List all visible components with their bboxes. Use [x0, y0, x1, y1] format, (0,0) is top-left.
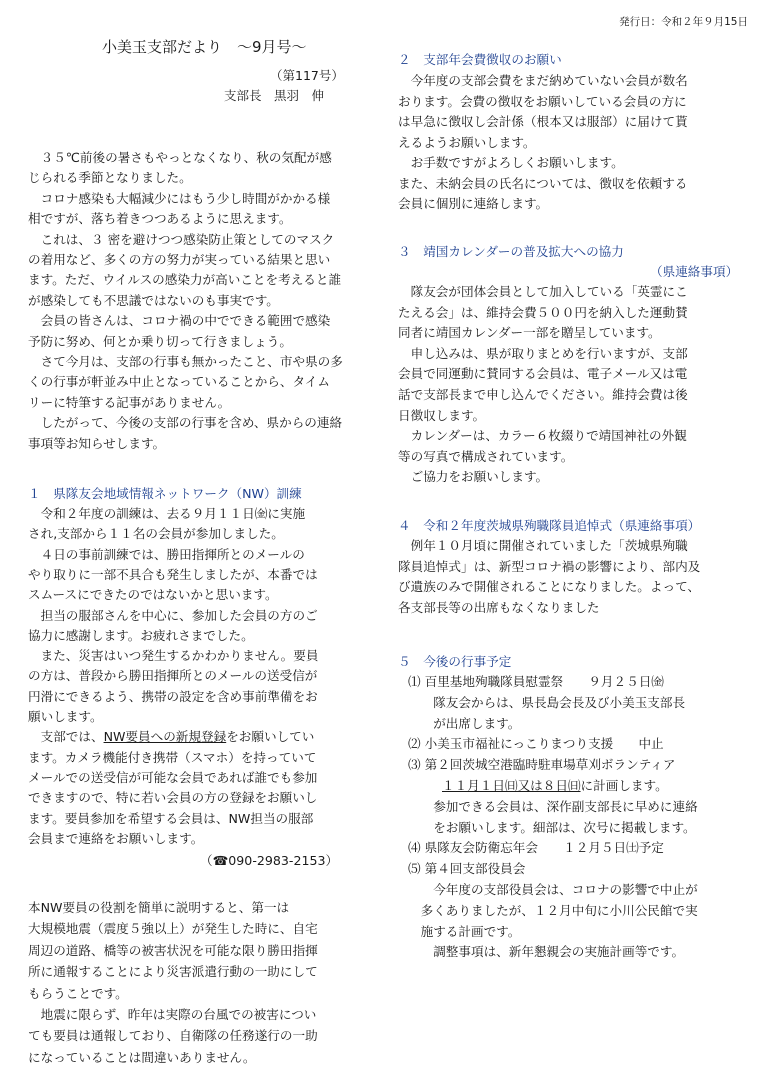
text-line: もらうことです。 — [28, 985, 128, 1001]
text-line: 隊友会が団体会員として加入している「英霊にこ — [398, 284, 688, 299]
text-line: び遺族のみで開催されることになりました。よって、 — [398, 579, 700, 595]
text-line: 地震に限らず、昨年は実際の台風での被害につい — [28, 1007, 317, 1022]
text-line: の着用など、多くの方の努力が実っている結果と思い — [28, 252, 331, 267]
text-line: リーに特筆する記事がありません。 — [28, 394, 231, 410]
issue-number: （第117号） — [270, 68, 344, 83]
text-line: また、未納会員の氏名については、徴収を依頼する — [398, 175, 688, 191]
text-line: ⑵ 小美玉市福祉にっこりまつり支援 中止 — [408, 736, 664, 752]
text-line: おります。会費の徴収をお願いしている会員の方に — [398, 93, 687, 109]
text-line: 今年度の支部役員会は、コロナの影響で中止が — [408, 882, 698, 897]
text-line: 等の写真で構成されています。 — [398, 448, 574, 464]
text-line: したがって、今後の支部の行事を含め、県からの連絡 — [28, 415, 343, 431]
text-line: ⑶ 第２回茨城空港臨時駐車場草刈ボランティア — [408, 757, 676, 773]
text-line: ます。ただ、ウイルスの感染力が高いことを考えると誰 — [28, 272, 342, 288]
text-line: 同者に靖国カレンダー一部を贈呈しています。 — [398, 325, 661, 341]
text-line: 願いします。 — [28, 709, 103, 724]
text-line: され,支部から１１名の会員が参加しました。 — [28, 526, 284, 542]
text-line: 相ですが、落ち着きつつあるように思えます。 — [28, 211, 292, 227]
text-line: できますので、特に若い会員の方の登録をお願いし — [28, 790, 318, 806]
phone-number: （☎090-2983-2153） — [200, 853, 339, 869]
text-line: くの行事が軒並み中止となっていることから、タイム — [28, 374, 330, 390]
text-line: の方は、普段から勝田指揮所とのメールの送受信が — [28, 668, 318, 684]
text-line: 例年１０月頃に開催されていました「茨城県殉職 — [398, 538, 688, 553]
underlined-date: １１月１日㈰又は８日㈰ — [442, 778, 581, 793]
section-5-heading: ５ 今後の行事予定 — [398, 654, 512, 669]
text-line: 話で支部長まで申し込んでください。維持会費は後 — [398, 387, 688, 402]
text-line: 日徴収します。 — [398, 407, 486, 423]
text-line: カレンダーは、カラー６枚綴りで靖国神社の外観 — [398, 428, 687, 444]
text-line: 予防に努め、何とか乗り切って行きましょう。 — [28, 333, 292, 349]
section-3-heading: ３ 靖国カレンダーの普及拡大への協力 — [398, 244, 624, 259]
section-2-heading: ２ 支部年会費徴収のお願い — [398, 52, 562, 67]
text-line: 担当の服部さんを中心に、参加した会員の方のご — [28, 607, 318, 623]
newsletter-title: 小美玉支部だより ～9月号～ — [102, 38, 307, 56]
text-line: ⑸ 第４回支部役員会 — [408, 861, 526, 877]
text-line: お手数ですがよろしくお願いします。 — [398, 155, 624, 170]
text-line: じられる季節となりました。 — [28, 170, 192, 186]
volunteer-date-line — [442, 776, 668, 796]
text-line: 多くありましたが、１２月中旬に小川公民館で実 — [408, 902, 698, 918]
text-line: コロナ感染も大幅減少にはもう少し時間がかかる様 — [28, 190, 331, 206]
text-line: をお願いします。細部は、次号に掲載します。 — [408, 819, 696, 835]
text-line: やり取りに一部不具合も発生しましたが、本番では — [28, 566, 318, 582]
text-line: ます。カメラ機能付き携帯（スマホ）を持っていて — [28, 749, 317, 765]
text-line: スムースにできたのではないかと思います。 — [28, 587, 278, 603]
section-1-heading: １ 県隊友会地域情報ネットワーク（NW）訓練 — [28, 486, 302, 501]
underlined-text: NW要員への新規登録 — [103, 729, 227, 745]
section-4-heading: ４ 令和２年度茨城県殉職隊員追悼式（県連絡事項） — [398, 518, 701, 533]
text-line: ます。要員参加を希望する会員は、NW担当の服部 — [28, 810, 314, 826]
text-line: 大規模地震（震度５強以上）が発生した時に、自宅 — [28, 921, 318, 937]
text-line: 会員の皆さんは、コロナ禍の中でできる範囲で感染 — [28, 313, 331, 329]
nw-registration-line — [28, 727, 314, 747]
text-line: になっていることは間違いありません。 — [28, 1049, 256, 1065]
text-line: 施する計画です。 — [408, 923, 521, 939]
text-line: 周辺の道路、橋等の被害状況を可能な限り勝田指揮 — [28, 942, 318, 958]
text-line: 本NW要員の役割を簡単に説明すると、第一は — [28, 900, 290, 915]
section-3-tag: （県連絡事項） — [650, 264, 739, 279]
text-line: ても要員は通報しており、自衛隊の任務遂行の一助 — [28, 1028, 318, 1044]
text-line: さて今月は、支部の行事も無かったこと、市や県の多 — [28, 354, 343, 369]
text-line: 会員で同運動に賛同する会員は、電子メール又は電 — [398, 366, 688, 382]
text-line: 円滑にできるよう、携帯の設定を含め事前準備をお — [28, 688, 318, 704]
text-span: 支部では、 — [28, 729, 104, 745]
text-span: をお願いしてい — [226, 729, 315, 745]
text-line: たえる会」は、維持会費５００円を納入した運動賛 — [398, 304, 688, 320]
text-line: ⑷ 県隊友会防衛忘年会 １２月５日㈯予定 — [408, 840, 664, 856]
text-line: これは、３ 密を避けつつ感染防止策としてのマスク — [28, 231, 335, 247]
text-line: 調整事項は、新年懇親会の実施計画等です。 — [408, 944, 685, 960]
text-line: メールでの送受信が可能な会員であれば誰でも参加 — [28, 769, 318, 785]
text-line: 申し込みは、県が取りまとめを行いますが、支部 — [398, 345, 688, 361]
text-line: 各支部長等の出席もなくなりました — [398, 599, 600, 615]
text-line: 会員に個別に連絡します。 — [398, 196, 549, 211]
text-line: ⑴ 百里基地殉職隊員慰霊祭 ９月２５日㈮ — [408, 674, 664, 689]
text-line: は早急に徴収し会計係（根本又は服部）に届けて貰 — [398, 114, 688, 129]
author: 支部長 黒羽 伸 — [224, 88, 325, 103]
text-line: ３５℃前後の暑さもやっとなくなり、秋の気配が感 — [28, 150, 332, 165]
text-span: に計画します。 — [580, 778, 668, 793]
text-line: また、災害はいつ発生するかわかりません。要員 — [28, 648, 319, 664]
text-line: 事項等お知らせします。 — [28, 435, 166, 451]
text-line: が出席します。 — [408, 715, 521, 731]
text-line: えるようお願いします。 — [398, 134, 536, 150]
text-line: 所に通報することにより災害派遣行動の一助にして — [28, 964, 318, 980]
text-line: が感染しても不思議ではないのも事実です。 — [28, 292, 279, 308]
text-line: ４日の事前訓練では、勝田指揮所とのメールの — [28, 546, 305, 562]
text-line: 参加できる会員は、深作副支部長に早めに連絡 — [408, 798, 698, 814]
text-line: ご協力をお願いします。 — [398, 469, 549, 485]
text-line: 隊友会からは、県長島会長及び小美玉支部長 — [408, 694, 686, 710]
text-line: 令和２年度の訓練は、去る９月１１日㈮に実施 — [28, 506, 306, 521]
text-line: 協力に感謝します。お疲れさまでした。 — [28, 627, 254, 643]
text-line: 今年度の支部会費をまだ納めていない会員が数名 — [398, 73, 688, 88]
text-line: 隊員追悼式」は、新型コロナ禍の影響により、部内及 — [398, 558, 701, 574]
text-line: 会員まで連絡をお願いします。 — [28, 830, 204, 846]
issue-date: 発行日：令和２年９月15日 — [619, 16, 748, 28]
